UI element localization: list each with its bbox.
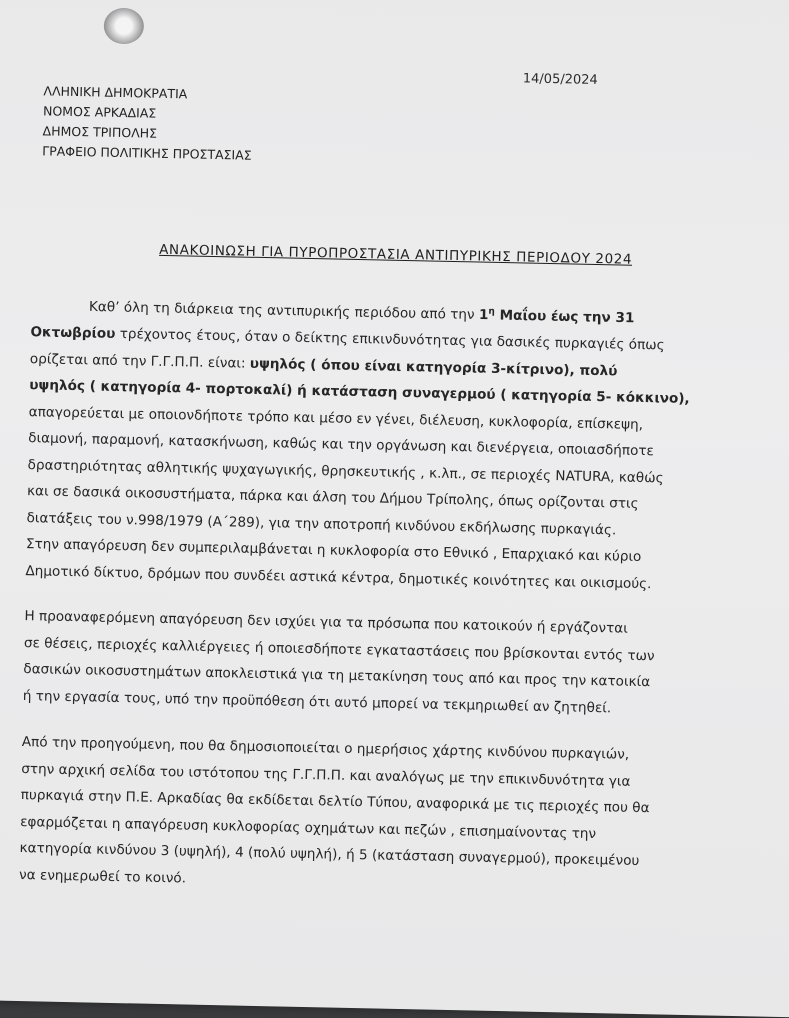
text-line: πυρκαγιά στην Π.Ε. Αρκαδίας θα εκδίδεται δελτίο Τύπου, αναφορικά με τις περιοχές που θα [20,787,650,817]
text-line: σε θέσεις, περιοχές καλλιέργειες ή οποιεσδήποτε εγκαταστάσεις που βρίσκονται εντός των [23,634,655,664]
text-line: να ενημερωθεί το κοινό. [18,866,187,887]
paragraph-1 [26,289,731,546]
issuer-header [42,81,253,165]
issuer-line: ΛΛΗΝΙΚΗ ΔΗΜΟΚΡΑΤΙΑ [43,83,188,102]
text-span: η [488,306,495,317]
text-line: δραστηριότητας αθλητικής ψυχαγωγικής, θρησκευτικής , κ.λπ., σε περιοχές NATURA, καθώς [27,456,664,486]
text-line: Στην απαγόρευση δεν συμπεριλαμβάνεται η κυκλοφορία στο Εθνικό , Επαρχιακό και κύριο [25,536,642,565]
paragraph-4 [19,729,722,903]
text-line: και σε δασικά οικοσυστήματα, πάρκα και άλση του Δήμου Τρίπολης, όπως ορίζονται στις [26,483,639,512]
text-span: 1 [478,307,489,324]
text-line: ή την εργασία τους, υπό την προϋπόθεση ότι αυτό μπορεί να τεκμηριωθεί αν ζητηθεί. [22,687,612,716]
issuer-line: ΓΡΑΦΕΙΟ ΠΟΛΙΤΙΚΗΣ ΠΡΟΣΤΑΣΙΑΣ [42,143,252,163]
document-date: 14/05/2024 [522,71,598,88]
text-span: Καθ’ όλη τη διάρκεια της αντιπυρικής περιόδου από την [88,298,480,324]
coat-of-arms-seal [103,8,144,45]
text-line: Η προαναφερόμενη απαγόρευση δεν ισχύει για τα πρόσωπα που κατοικούν ή εργάζονται [24,608,628,637]
announcement-title: ΑΝΑΚΟΙΝΩΣΗ ΓΙΑ ΠΥΡΟΠΡΟΣΤΑΣΙΑ ΑΝΤΙΠΥΡΙΚΗΣ ΠΕΡΙΟΔΟΥ 2024 [159,241,633,268]
text-line: Δημοτικό δίκτυο, δρόμων που συνδέει αστικά κέντρα, δημοτικές κοινότητες και οικισμούς. [25,562,652,592]
text-line: κατηγορία κινδύνου 3 (υψηλή), 4 (πολύ υψηλή), ή 5 (κατάσταση συναγερμού), προκειμένου [19,840,640,870]
paragraph-3 [23,603,725,724]
text-line: διατάξεις του ν.998/1979 (Α΄289), για την αποτροπή κινδύνου εκδήλωσης πυρκαγιάς. [26,509,617,538]
text-line: Από την προηγούμενη, που θα δημοσιοποιείται ο ημερήσιος χάρτης κινδύνου πυρκαγιών, [21,734,630,763]
text-line: απαγορεύεται με οποιονδήποτε τρόπο και μέσο εν γένει, διέλευση, κυκλοφορία, επίσκεψη, [28,403,644,433]
text-span: υψηλός ( όπου είναι κατηγορία 3-κίτρινο), πολύ [249,355,618,379]
text-span: ορίζεται από την Γ.Γ.Π.Π. είναι: [29,350,251,372]
text-line: εφαρμόζεται η απαγόρευση κυκλοφορίας οχημάτων και πεζών , επισημαίνοντας την [20,813,597,842]
issuer-line: ΔΗΜΟΣ ΤΡΙΠΟΛΗΣ [42,123,158,141]
issuer-line: ΝΟΜΟΣ ΑΡΚΑΔΙΑΣ [42,103,157,121]
text-line: δασικών οικοσυστημάτων αποκλειστικά για τη μετακίνηση τους από και προς την κατοικία [23,661,651,691]
text-line: υψηλός ( κατηγορία 4- πορτοκαλί) ή κατάσταση συναγερμού ( κατηγορία 5- κόκκινο), [29,377,690,407]
text-span: Οκτωβρίου [30,324,116,342]
text-span: Μαΐου έως την 31 [494,307,635,327]
text-line: διαμονή, παραμονή, κατασκήνωση, καθώς και την οργάνωση και διενέργεια, οποιασδήποτε [28,430,655,460]
text-line: στην αρχική σελίδα του ιστότοπου της Γ.Γ.Π.Π. και αναλόγως με την επικινδυνότητα για [21,760,631,790]
text-span: τρέχοντος έτους, όταν ο δείκτης επικινδυνότητας για δασικές πυρκαγιές όπως [115,325,665,354]
